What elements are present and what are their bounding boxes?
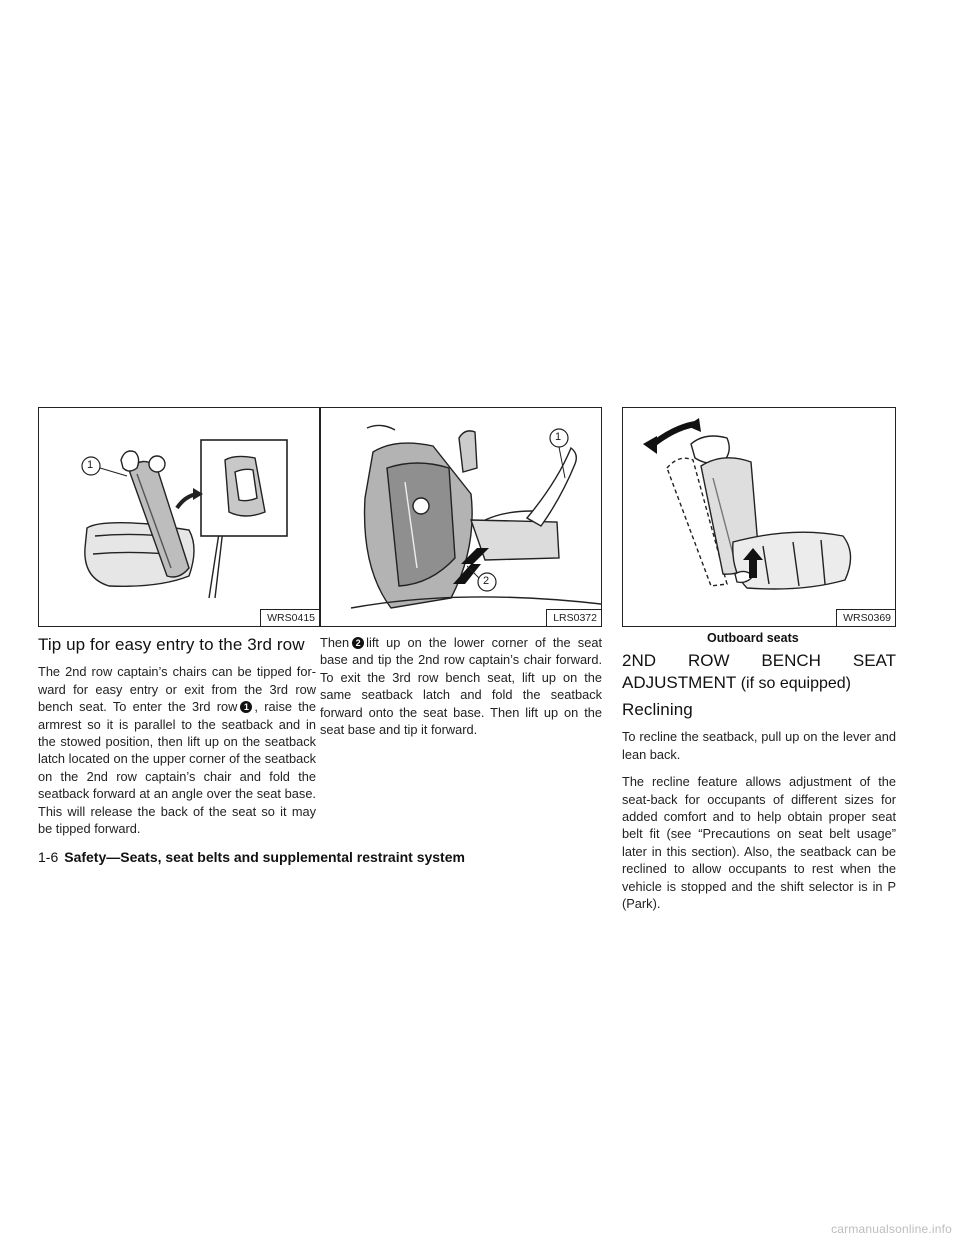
figure-code: WRS0415 [260,609,319,626]
recline-illustration [623,408,896,627]
figure-caption: Outboard seats [707,631,799,645]
column-1 [38,636,316,847]
section-title: Safety—Seats, seat belts and supplemental restraint system [64,849,465,865]
paragraph: To recline the seatback, pull up on the lever and lean back. [622,729,896,762]
figure-code: WRS0369 [836,609,895,626]
watermark: carmanualsonline.info [831,1222,952,1236]
paragraph: The recline feature allows adjustment of the seat-back for occupants of different sizes for added comfort and to help obtain proper seat belt fit (see “Precautions on seat belt usage” later in this section). Also, the seatback can be reclined to allow occupants to rest when the vehicle is stopped and the shift selector is in P (Park). [622,774,896,912]
seat-tip-illustration [39,408,320,627]
callout-2-marker: 2 [352,637,364,649]
page-footer [38,849,465,865]
section-heading: 2ND ROW BENCH SEAT ADJUSTMENT (if so equipped) [622,651,896,692]
figure-code: LRS0372 [546,609,601,626]
callout-1-marker: 1 [240,701,252,713]
figure-wrs0369 [622,407,896,627]
paragraph: The 2nd row captain’s chairs can be tipped for-ward for easy entry or exit from the 3rd row bench seat. To enter the 3rd row 1 , raise the armrest so it is parallel to the seatback and in the stowed position, then lift up on the seatback latch located on the upper corner of the seatback on the 2nd row captain’s chair and fold the seatback forward at an angle over the seat base. This will release the back of the seat so it may be tipped forward. [38,664,316,837]
column-2 [320,634,602,748]
figure-wrs0415 [38,407,320,627]
callout-label: 1 [555,431,562,443]
column-3 [622,650,896,922]
section-heading: Tip up for easy entry to the 3rd row [38,635,305,654]
callout-label: 2 [483,575,490,587]
callout-label: 1 [87,459,94,471]
page-number: 1-6 [38,849,59,865]
subsection-heading: Reclining [622,700,693,719]
figure-lrs0372 [320,407,602,627]
paragraph: Then 2 lift up on the lower corner of the seat base and tip the 2nd row captain’s chair forward. To exit the 3rd row bench seat, lift up on the same seatback latch and fold the seatback forward onto the seat base. Then lift up on the seat base and tip it forward. [320,635,602,738]
